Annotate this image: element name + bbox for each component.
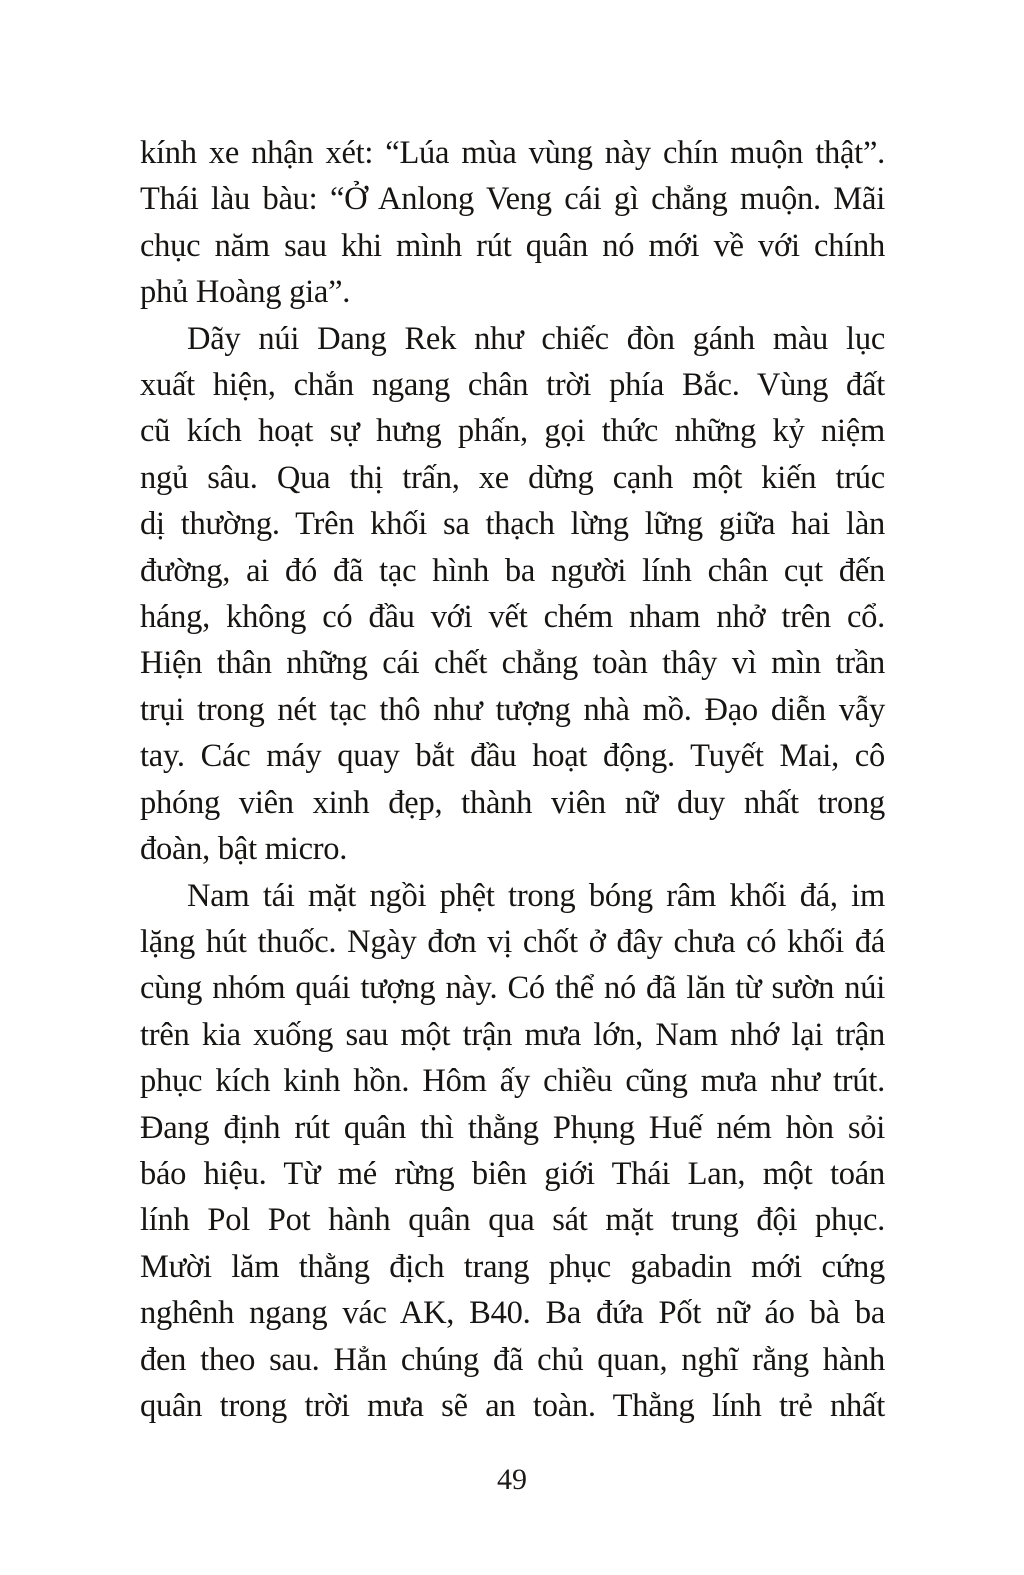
text-line: háng, không có đầu với vết chém nham nhở trên cổ. bbox=[140, 599, 885, 636]
text-line: đoàn, bật micro. bbox=[140, 831, 348, 868]
text-line: Mười lăm thằng địch trang phục gabadin mới cứng bbox=[140, 1248, 885, 1285]
text-line: trụi trong nét tạc thô như tượng nhà mồ. Đạo diễn vẫy bbox=[140, 691, 885, 728]
text-line: trên kia xuống sau một trận mưa lớn, Nam nhớ lại trận bbox=[140, 1016, 885, 1053]
text-line: lính Pol Pot hành quân qua sát mặt trung đội phục. bbox=[140, 1202, 885, 1239]
text-line: đường, ai đó đã tạc hình ba người lính chân cụt đến bbox=[140, 552, 885, 589]
text-line: nghênh ngang vác AK, B40. Ba đứa Pốt nữ áo bà ba bbox=[140, 1295, 885, 1332]
page-text bbox=[140, 130, 885, 1429]
text-line: Nam tái mặt ngồi phệt trong bóng râm khối đá, im bbox=[187, 877, 885, 914]
text-line: phục kích kinh hồn. Hôm ấy chiều cũng mưa như trút. bbox=[140, 1063, 885, 1100]
text-line: cùng nhóm quái tượng này. Có thể nó đã lăn từ sườn núi bbox=[140, 970, 885, 1007]
text-line: ngủ sâu. Qua thị trấn, xe dừng cạnh một kiến trúc bbox=[140, 459, 885, 496]
page-number: 49 bbox=[497, 1463, 527, 1496]
text-line: cũ kích hoạt sự hưng phấn, gọi thức những kỷ niệm bbox=[140, 413, 885, 450]
text-line: phóng viên xinh đẹp, thành viên nữ duy nhất trong bbox=[140, 784, 885, 821]
text-line: xuất hiện, chắn ngang chân trời phía Bắc. Vùng đất bbox=[140, 367, 885, 404]
text-line: chục năm sau khi mình rút quân nó mới về với chính bbox=[140, 227, 885, 264]
text-line: lặng hút thuốc. Ngày đơn vị chốt ở đây chưa có khối đá bbox=[140, 923, 885, 960]
paragraph bbox=[140, 130, 885, 316]
text-line: phủ Hoàng gia”. bbox=[140, 274, 351, 311]
text-line: Hiện thân những cái chết chẳng toàn thây vì mìn trần bbox=[140, 645, 885, 682]
text-line: Thái làu bàu: “Ở Anlong Veng cái gì chẳng muộn. Mãi bbox=[140, 181, 885, 218]
text-line: báo hiệu. Từ mé rừng biên giới Thái Lan, một toán bbox=[140, 1155, 885, 1192]
paragraph bbox=[140, 873, 885, 1430]
text-line: kính xe nhận xét: “Lúa mùa vùng này chín muộn thật”. bbox=[140, 135, 885, 171]
text-line: đen theo sau. Hẳn chúng đã chủ quan, nghĩ rằng hành bbox=[140, 1341, 885, 1378]
text-line: quân trong trời mưa sẽ an toàn. Thằng lính trẻ nhất bbox=[140, 1387, 885, 1424]
text-line: Đang định rút quân thì thằng Phụng Huế ném hòn sỏi bbox=[140, 1109, 885, 1146]
paragraph bbox=[140, 316, 885, 873]
text-line: Dãy núi Dang Rek như chiếc đòn gánh màu lục bbox=[187, 320, 885, 357]
text-line: tay. Các máy quay bắt đầu hoạt động. Tuyết Mai, cô bbox=[140, 738, 885, 775]
text-line: dị thường. Trên khối sa thạch lừng lững giữa hai làn bbox=[140, 506, 885, 543]
